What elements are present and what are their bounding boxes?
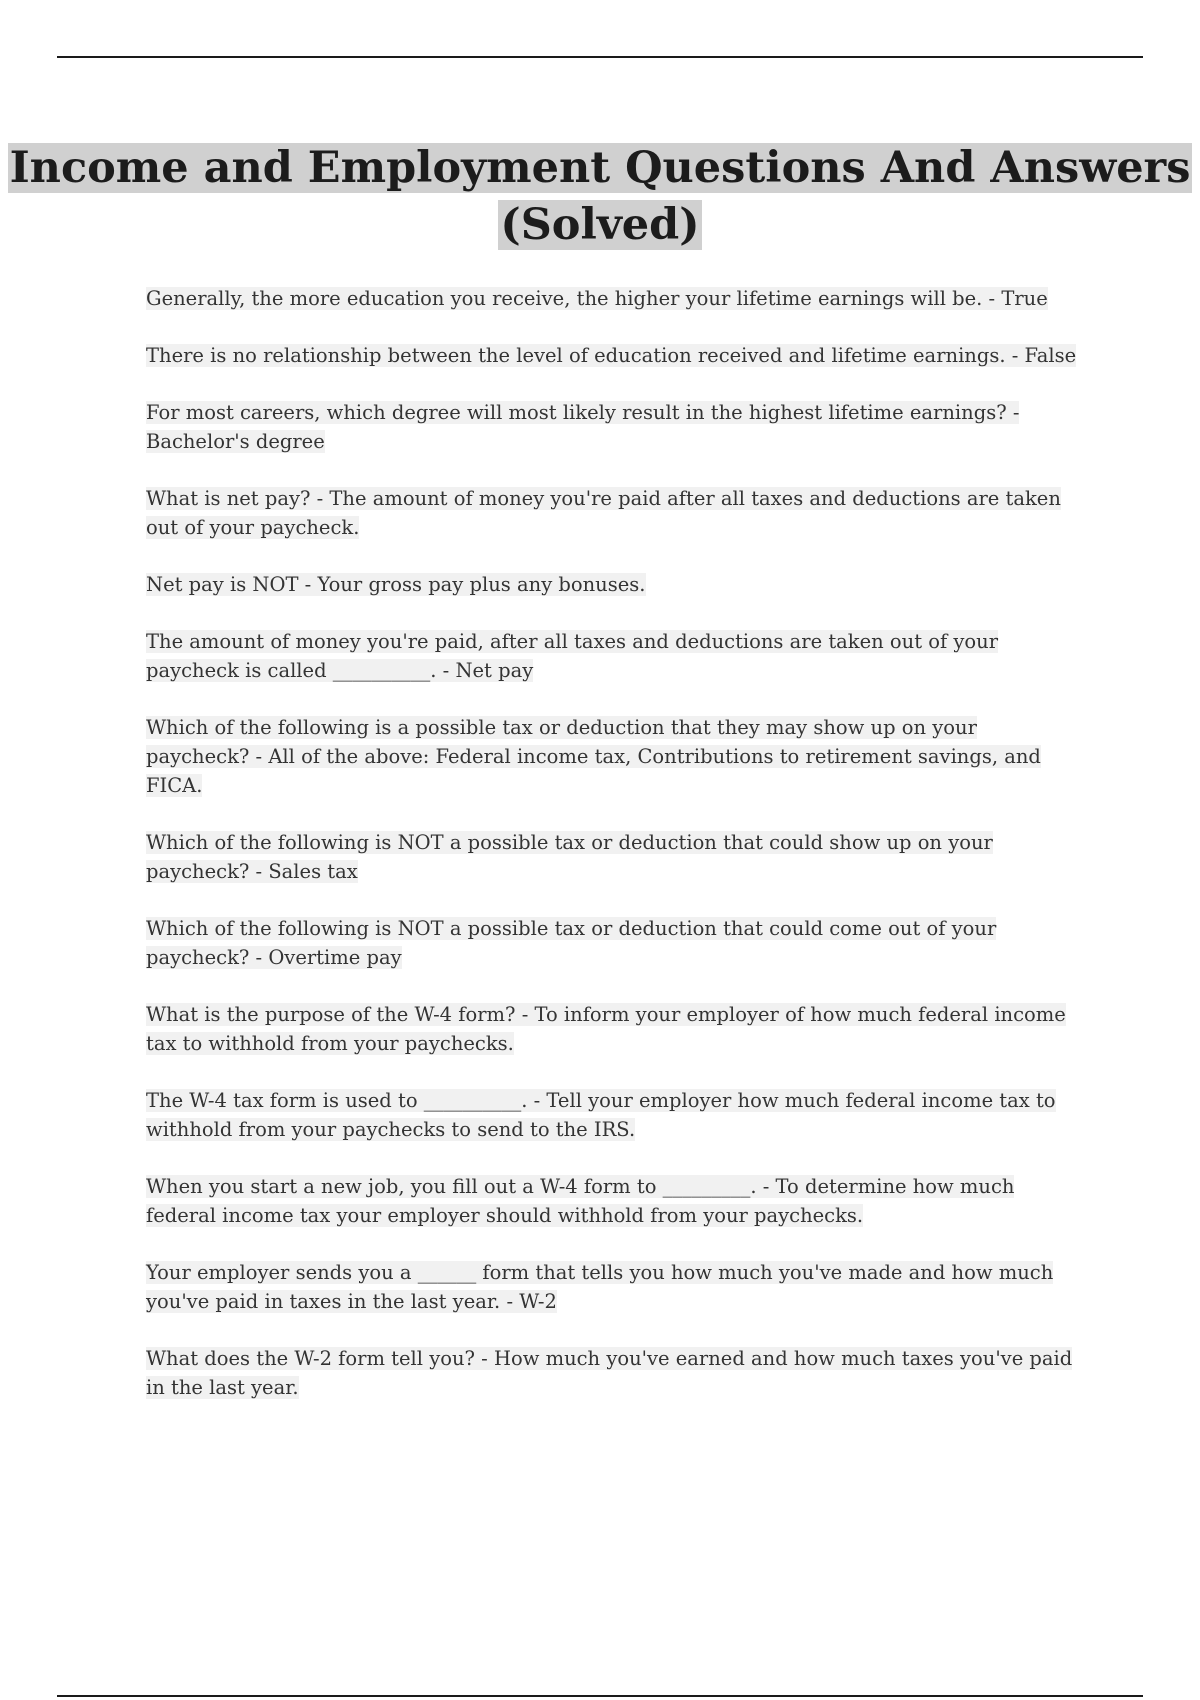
bottom-rule — [57, 1695, 1143, 1697]
qa-item: Net pay is NOT - Your gross pay plus any bonuses. — [146, 573, 646, 596]
qa-item: For most careers, which degree will most likely result in the highest lifetime earnings? - Bachelor's degree — [146, 401, 1020, 453]
top-rule — [57, 56, 1143, 58]
page-title — [0, 140, 1200, 254]
qa-item: When you start a new job, you fill out a W-4 form to _________. - To determine how much federal income tax your employer should withhold from your paychecks. — [146, 1175, 1015, 1227]
qa-item: What is the purpose of the W-4 form? - To inform your employer of how much federal income tax to withhold from your paychecks. — [146, 1003, 1066, 1055]
qa-list — [146, 284, 1086, 1430]
page-title-text: Income and Employment Questions And Answers (Solved) — [9, 143, 1191, 250]
qa-item: The W-4 tax form is used to __________. - Tell your employer how much federal income tax to withhold from your paychecks to send to the IRS. — [146, 1089, 1056, 1141]
qa-item: Which of the following is NOT a possible tax or deduction that could show up on your paycheck? - Sales tax — [146, 831, 993, 883]
qa-item: Which of the following is a possible tax or deduction that they may show up on your paycheck? - All of the above: Federal income tax, Contributions to retirement savings, and FICA. — [146, 716, 1041, 797]
qa-item: Your employer sends you a ______ form that tells you how much you've made and how much you've paid in taxes in the last year. - W-2 — [146, 1261, 1054, 1313]
qa-item: Which of the following is NOT a possible tax or deduction that could come out of your paycheck? - Overtime pay — [146, 917, 997, 969]
qa-item: What does the W-2 form tell you? - How much you've earned and how much taxes you've paid in the last year. — [146, 1347, 1073, 1399]
qa-item: There is no relationship between the level of education received and lifetime earnings. - False — [146, 344, 1077, 367]
qa-item: Generally, the more education you receive, the higher your lifetime earnings will be. - True — [146, 287, 1048, 310]
qa-item: The amount of money you're paid, after all taxes and deductions are taken out of your paycheck is called __________. - Net pay — [146, 630, 999, 682]
title-block — [0, 140, 1200, 254]
qa-item: What is net pay? - The amount of money you're paid after all taxes and deductions are taken out of your paycheck. — [146, 487, 1061, 539]
